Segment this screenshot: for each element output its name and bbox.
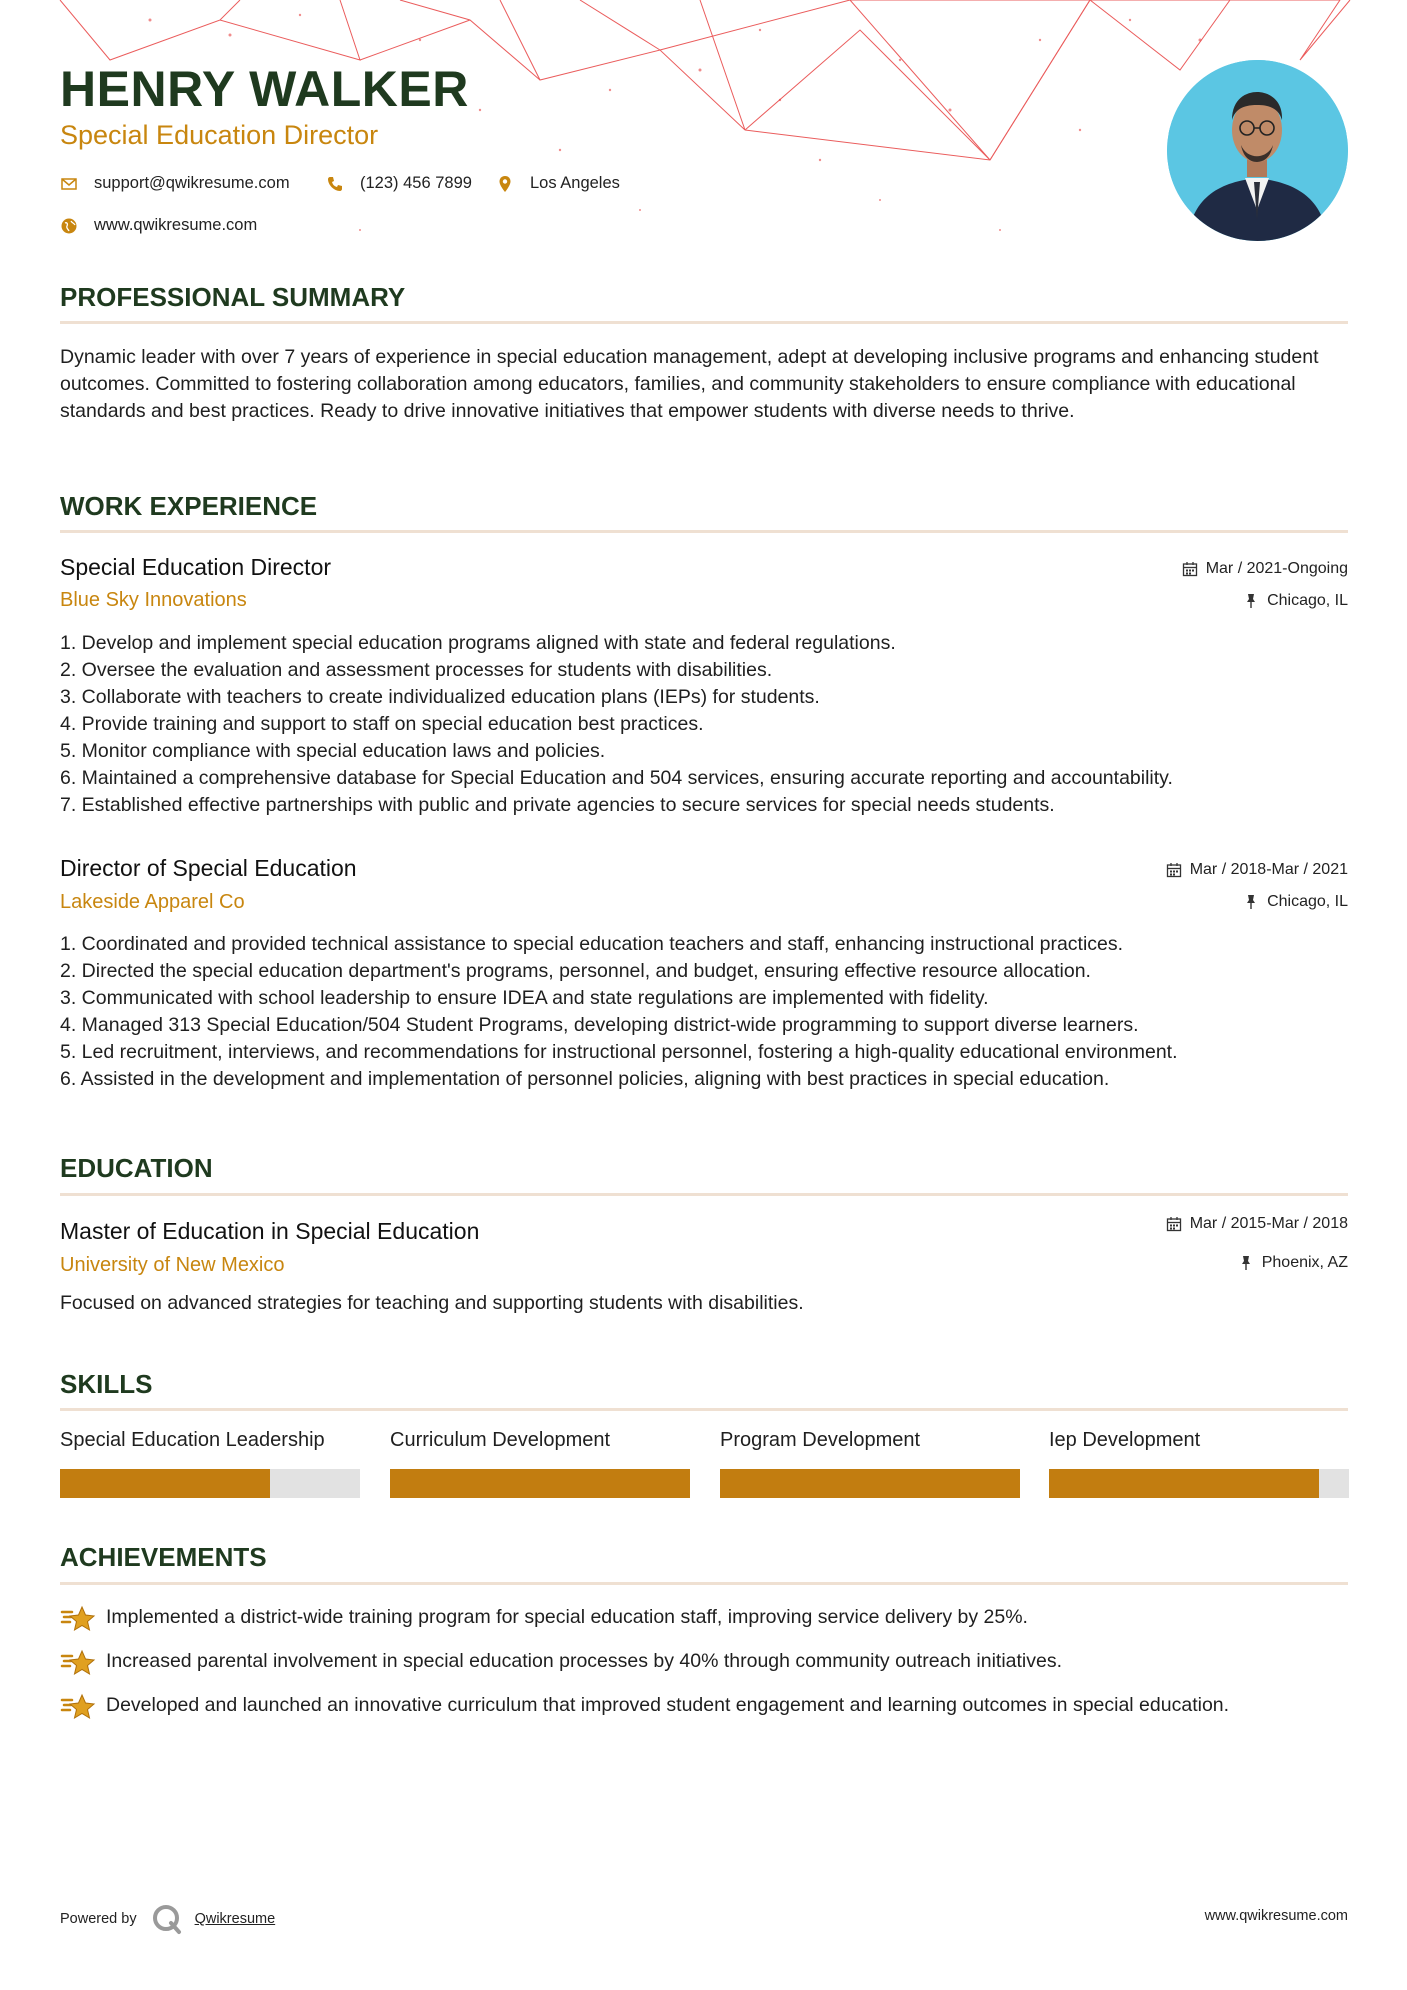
qwikresume-logo-icon <box>151 1903 183 1935</box>
list-item: 2. Oversee the evaluation and assessment processes for students with disabilities. <box>60 659 773 681</box>
job-dates-text: Mar / 2018-Mar / 2021 <box>1189 861 1348 878</box>
skill-bar-fill <box>1049 1469 1319 1498</box>
achievements-heading: ACHIEVEMENTS <box>60 1542 267 1572</box>
job-company: Lakeside Apparel Co <box>60 891 245 913</box>
phone-text: (123) 456 7899 <box>360 174 472 192</box>
achievement-text: Developed and launched an innovative curriculum that improved student engagement and learning outcomes in special education. <box>106 1694 1230 1716</box>
powered-by-label: Powered by <box>60 1911 137 1927</box>
envelope-icon <box>60 175 78 193</box>
calendar-icon <box>1182 561 1198 577</box>
list-item: 1. Coordinated and provided technical assistance to special education teachers and staff, enhancing instructional practices. <box>60 933 1124 955</box>
section-divider <box>60 1582 1348 1585</box>
list-item: 4. Managed 313 Special Education/504 Student Programs, developing district-wide programming to support diverse learners. <box>60 1014 1139 1036</box>
job-company: Blue Sky Innovations <box>60 589 247 611</box>
section-divider <box>60 530 1348 533</box>
education-heading: EDUCATION <box>60 1153 213 1183</box>
list-item: 3. Collaborate with teachers to create individualized education plans (IEPs) for students. <box>60 686 820 708</box>
job-location-text: Chicago, IL <box>1267 893 1348 910</box>
candidate-name: HENRY WALKER <box>60 61 469 117</box>
contact-phone[interactable] <box>326 174 472 193</box>
skill-label: Special Education Leadership <box>60 1429 325 1451</box>
pushpin-icon <box>1238 1255 1254 1271</box>
job-location-text: Chicago, IL <box>1267 592 1348 609</box>
footer-website[interactable]: www.qwikresume.com <box>1204 1908 1348 1924</box>
skill-bar-track <box>60 1469 360 1498</box>
contact-location <box>496 174 620 193</box>
candidate-title: Special Education Director <box>60 120 379 150</box>
list-item: 6. Assisted in the development and implementation of personnel policies, aligning with best practices in special education. <box>60 1068 1110 1090</box>
skill-item <box>720 1429 1020 1498</box>
education-school: University of New Mexico <box>60 1254 285 1276</box>
job-title: Special Education Director <box>60 554 332 580</box>
section-divider <box>60 1193 1348 1196</box>
skill-label: Program Development <box>720 1429 921 1451</box>
job-responsibilities <box>60 630 1360 819</box>
skill-bar-fill <box>720 1469 1020 1498</box>
section-divider <box>60 1408 1348 1411</box>
education-dates <box>1166 1215 1348 1233</box>
job-dates <box>1182 560 1348 578</box>
skill-label: Curriculum Development <box>390 1429 611 1451</box>
contact-email[interactable] <box>60 174 290 193</box>
job-title: Director of Special Education <box>60 855 357 881</box>
achievement-item <box>60 1604 1350 1634</box>
globe-icon <box>60 217 78 235</box>
summary-heading: PROFESSIONAL SUMMARY <box>60 282 406 312</box>
education-location <box>1238 1254 1348 1272</box>
job-dates-text: Mar / 2021-Ongoing <box>1205 560 1348 577</box>
job-responsibilities <box>60 931 1360 1093</box>
list-item: 5. Led recruitment, interviews, and recommendations for instructional personnel, fostering a high-quality educational environment. <box>60 1041 1178 1063</box>
phone-icon <box>326 175 344 193</box>
calendar-icon <box>1166 862 1182 878</box>
achievement-item <box>60 1692 1350 1722</box>
contact-website[interactable] <box>60 216 257 235</box>
website-text: www.qwikresume.com <box>94 216 258 234</box>
footer-powered-by <box>60 1903 275 1935</box>
star-ribbon-icon <box>60 1648 96 1678</box>
experience-heading: WORK EXPERIENCE <box>60 491 318 521</box>
skill-label: Iep Development <box>1049 1429 1201 1451</box>
list-item: 7. Established effective partnerships with public and private agencies to secure services for special needs students. <box>60 794 1055 816</box>
education-location-text: Phoenix, AZ <box>1261 1254 1348 1271</box>
skill-bar-track <box>390 1469 690 1498</box>
section-divider <box>60 321 1348 324</box>
map-pin-icon <box>496 175 514 193</box>
education-dates-text: Mar / 2015-Mar / 2018 <box>1189 1215 1348 1232</box>
email-text: support@qwikresume.com <box>94 174 290 192</box>
list-item: 5. Monitor compliance with special education laws and policies. <box>60 740 606 762</box>
pushpin-icon <box>1243 894 1259 910</box>
list-item: 6. Maintained a comprehensive database for Special Education and 504 services, ensuring accurate reporting and accountability. <box>60 767 1173 789</box>
achievement-text: Implemented a district-wide training program for special education staff, improving service delivery by 25%. <box>106 1606 1028 1628</box>
star-ribbon-icon <box>60 1604 96 1634</box>
list-item: 4. Provide training and support to staff on special education best practices. <box>60 713 704 735</box>
skill-bar-fill <box>390 1469 690 1498</box>
achievement-text: Increased parental involvement in special education processes by 40% through community outreach initiatives. <box>106 1650 1063 1672</box>
qwikresume-link[interactable]: Qwikresume <box>194 1911 276 1927</box>
skill-item <box>1049 1429 1349 1498</box>
job-location <box>1243 592 1348 610</box>
list-item: 1. Develop and implement special education programs aligned with state and federal regulations. <box>60 632 896 654</box>
list-item: 3. Communicated with school leadership to ensure IDEA and state regulations are implemented with fidelity. <box>60 987 989 1009</box>
list-item: 2. Directed the special education department's programs, personnel, and budget, ensuring effective resource allocation. <box>60 960 1091 982</box>
achievement-item <box>60 1648 1350 1678</box>
education-description: Focused on advanced strategies for teaching and supporting students with disabilities. <box>60 1292 804 1314</box>
job-dates <box>1166 861 1348 879</box>
skill-item <box>390 1429 690 1498</box>
job-location <box>1243 893 1348 911</box>
skill-bar-fill <box>60 1469 270 1498</box>
skills-heading: SKILLS <box>60 1369 153 1399</box>
skill-bar-track <box>720 1469 1020 1498</box>
summary-text: Dynamic leader with over 7 years of experience in special education management, adept at developing inclusive programs and enhancing student outcomes. Committed to fostering collaboration among educators, families, and community stakeholders to ensure compliance with educational standards and best practices. Ready to drive innovative initiatives that empower students with diverse needs to thrive. <box>60 346 1319 422</box>
pushpin-icon <box>1243 593 1259 609</box>
skill-item <box>60 1429 360 1498</box>
skill-bar-track <box>1049 1469 1349 1498</box>
star-ribbon-icon <box>60 1692 96 1722</box>
location-text: Los Angeles <box>530 174 620 192</box>
profile-photo <box>1167 60 1348 241</box>
calendar-icon <box>1166 1216 1182 1232</box>
education-degree: Master of Education in Special Education <box>60 1218 480 1244</box>
